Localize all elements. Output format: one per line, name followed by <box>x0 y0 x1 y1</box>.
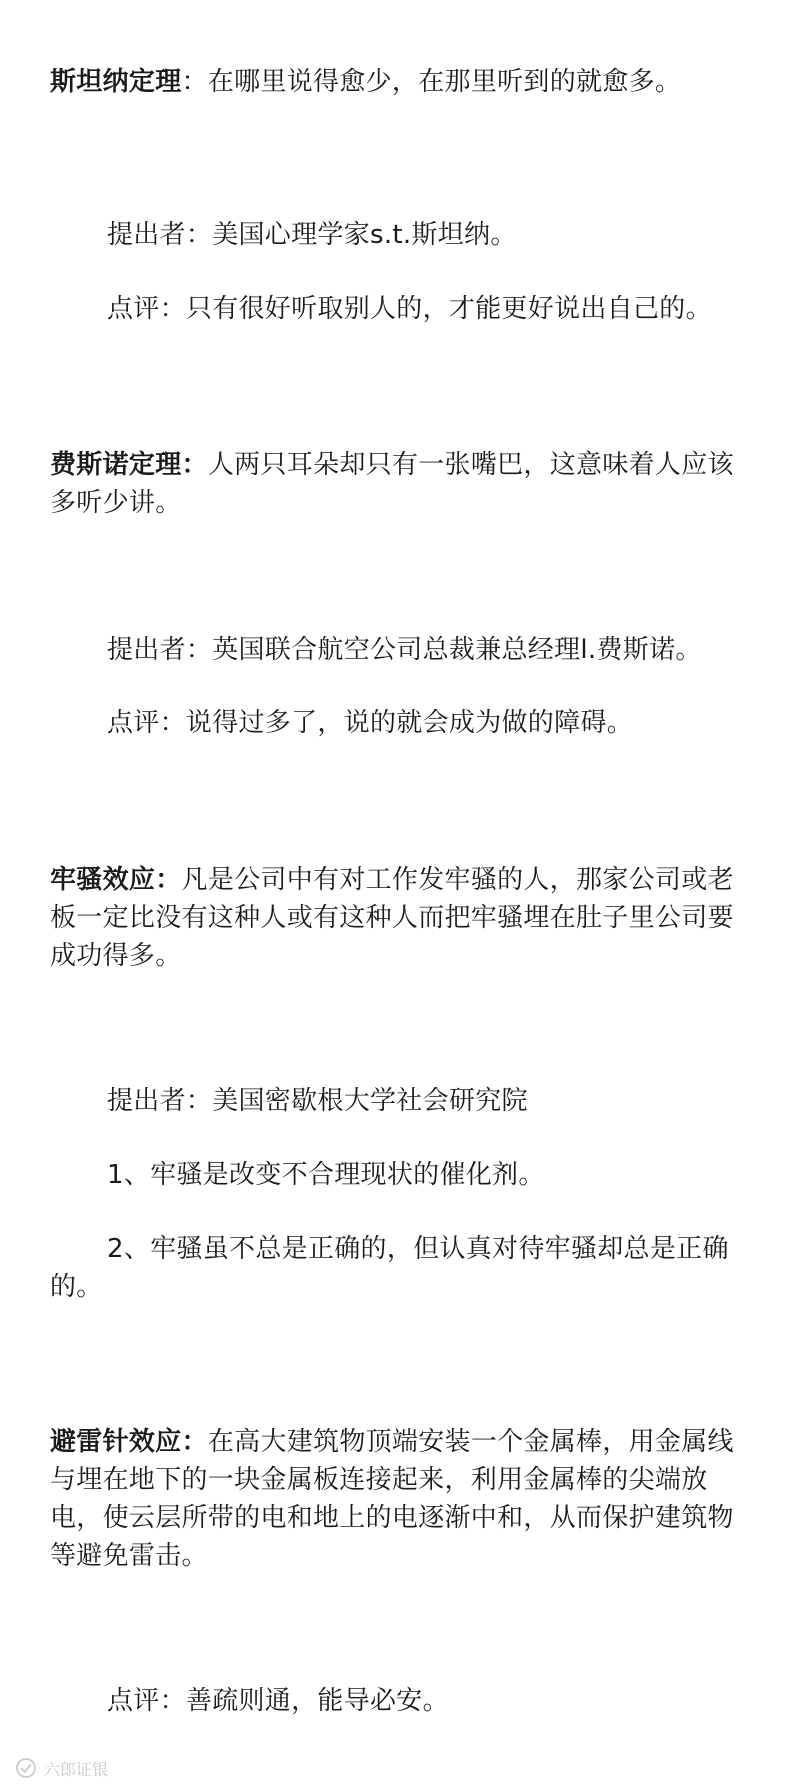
section-4-definition <box>50 1423 750 1575</box>
section-3-definition <box>50 861 750 975</box>
section-2-definition <box>50 446 750 522</box>
section-1-term: 斯坦纳定理 <box>50 67 182 97</box>
section-1-comment: 点评：只有很好听取别人的，才能更好说出自己的。 <box>107 294 712 324</box>
section-3-definition-text: 凡是公司中有对工作发牢骚的人，那家公司或老板一定比没有这种人或有这种人而把牢骚埋在肚子里公司要成功得多。 <box>50 865 734 971</box>
section-4-comment: 点评：善疏则通，能导必安。 <box>107 1686 449 1716</box>
section-1-definition <box>50 63 750 101</box>
section-1-definition-text: ：在哪里说得愈少，在那里听到的就愈多。 <box>181 67 682 97</box>
section-4-definition-text: 在高大建筑物顶端安装一个金属棒，用金属线与埋在地下的一块金属板连接起来，利用金属棒的尖端放电，使云层所带的电和地上的电逐渐中和，从而保护建筑物等避免雷击。 <box>50 1427 734 1571</box>
section-3-point-2: 2、牢骚虽不总是正确的，但认真对待牢骚却总是正确的。 <box>50 1234 729 1302</box>
section-2-proposer: 提出者：英国联合航空公司总裁兼总经理l.费斯诺。 <box>107 635 702 665</box>
section-1-proposer: 提出者：美国心理学家s.t.斯坦纳。 <box>107 220 517 250</box>
section-3-point-1: 1、牢骚是改变不合理现状的催化剂。 <box>107 1160 545 1190</box>
watermark <box>14 1755 108 1781</box>
section-3-term: 牢骚效应： <box>50 865 182 895</box>
watermark-logo-icon <box>14 1756 38 1780</box>
section-4-term: 避雷针效应： <box>50 1427 208 1457</box>
watermark-text: 六郎证银 <box>44 1759 109 1779</box>
section-3-proposer: 提出者：美国密歇根大学社会研究院 <box>107 1086 528 1116</box>
section-2-comment: 点评：说得过多了，说的就会成为做的障碍。 <box>107 708 634 738</box>
section-2-definition-text: 人两只耳朵却只有一张嘴巴，这意味着人应该多听少讲。 <box>50 450 734 518</box>
section-2-term: 费斯诺定理： <box>50 450 208 480</box>
